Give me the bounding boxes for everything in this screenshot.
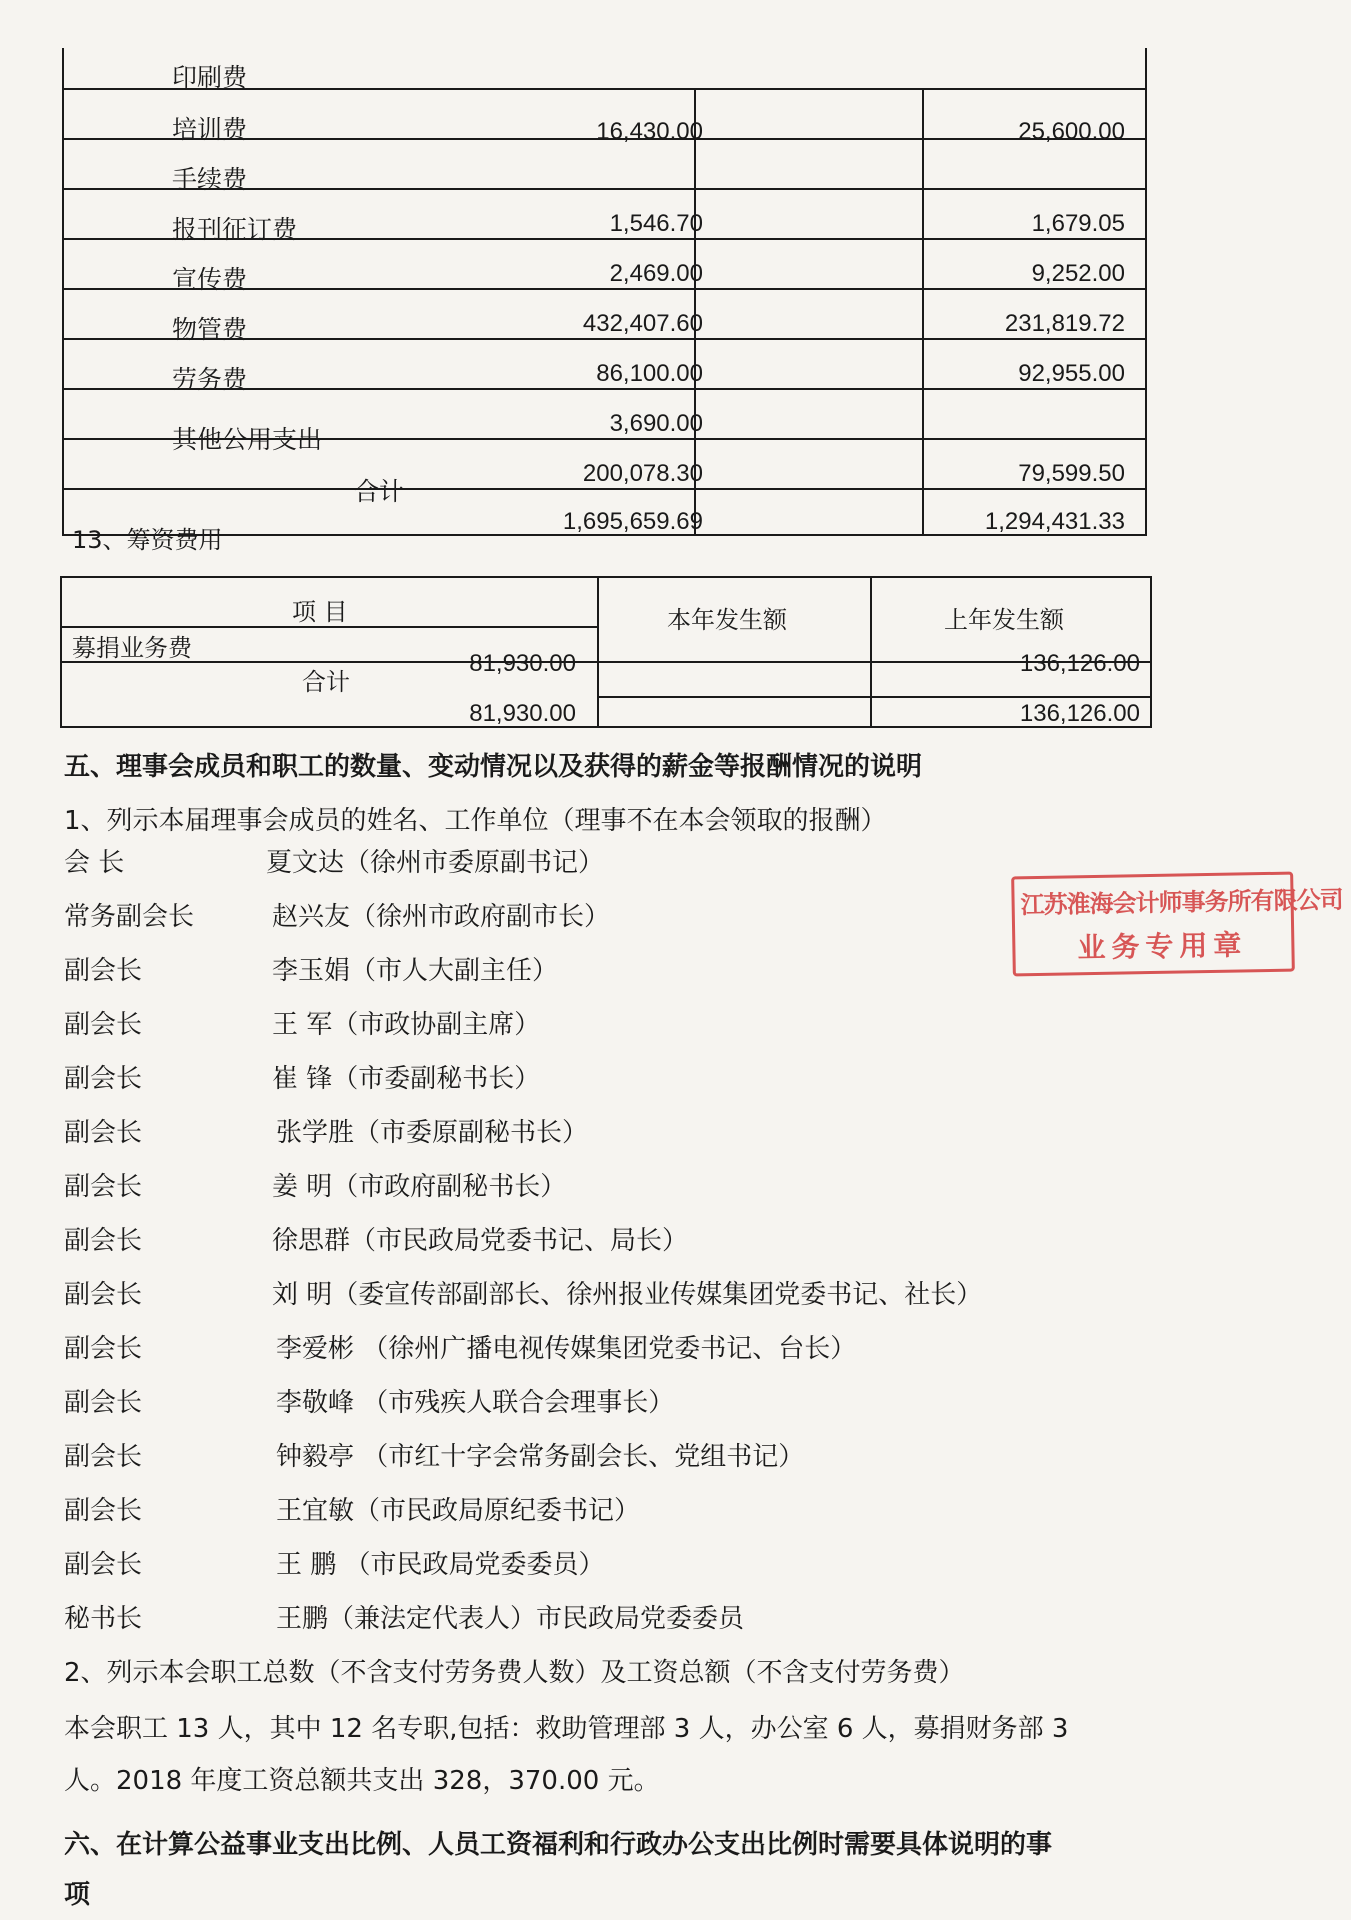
member-role: 副会长 [64,1280,143,1310]
cell-prior: 9,252.00 [1031,260,1125,287]
section-caption: 13、筹资费用 [72,526,223,554]
row-label: 募捐业务费 [72,634,192,662]
member-role: 副会长 [64,956,143,986]
expense-table [62,48,1147,536]
member-name: 钟毅亭 （市红十字会常务副会长、党组书记） [276,1442,805,1472]
row-label-other: 其他公用支出 [172,425,323,454]
cell-current: 3,690.00 [609,410,703,437]
member-role: 副会长 [64,1388,143,1418]
fundraising-table [60,576,1152,728]
section-five-title: 五、理事会成员和职工的数量、变动情况以及获得的薪金等报酬情况的说明 [64,752,923,782]
member-role: 常务副会长 [64,902,195,932]
member-role: 副会长 [64,1118,143,1148]
member-role: 秘书长 [64,1604,143,1634]
section-six-title-cont: 项 [64,1880,91,1910]
header-current: 本年发生额 [667,606,787,634]
member-name: 徐思群（市民政局党委书记、局长） [272,1226,689,1256]
member-name: 王 鹏 （市民政局党委委员） [276,1550,605,1580]
stamp-line1: 江苏淮海会计师事务所有限公司 [1020,884,1343,920]
member-role: 副会长 [64,1550,143,1580]
row-prior: 136,126.00 [1019,650,1140,677]
header-item: 项 目 [292,598,348,626]
member-role: 副会长 [64,1334,143,1364]
row-current: 81,930.00 [469,650,576,677]
cell-current: 2,469.00 [609,260,703,287]
cell-prior: 1,679.05 [1031,210,1125,237]
row-label-publicity: 宣传费 [172,265,248,294]
member-name: 李玉娟（市人大副主任） [272,956,559,986]
row-label-total: 合计 [354,477,405,506]
item-one: 1、列示本届理事会成员的姓名、工作单位（理事不在本会领取的报酬） [64,806,887,836]
member-name: 张学胜（市委原副秘书长） [276,1118,589,1148]
official-stamp [1011,872,1343,977]
member-role: 会 长 [64,848,125,878]
member-name: 刘 明（委宣传部副部长、徐州报业传媒集团党委书记、社长） [272,1280,983,1310]
member-role: 副会长 [64,1226,143,1256]
header-prior: 上年发生额 [944,606,1064,634]
member-role: 副会长 [64,1442,143,1472]
section-six-title: 六、在计算公益事业支出比例、人员工资福利和行政办公支出比例时需要具体说明的事 [64,1830,1053,1860]
cell-prior: 92,955.00 [1018,360,1125,387]
staff-text-line1: 本会职工 13 人，其中 12 名专职,包括：救助管理部 3 人，办公室 6 人，募捐财务部 3 [64,1714,1069,1744]
stamp-line2: 业务专用章 [1077,928,1248,965]
member-role: 副会长 [64,1064,143,1094]
total-label: 合计 [302,668,350,696]
member-name: 王鹏（兼法定代表人）市民政局党委委员 [276,1604,745,1634]
row-label-subscriptions: 报刊征订费 [172,215,298,244]
cell-current: 432,407.60 [582,310,703,337]
total-prior: 136,126.00 [1019,700,1140,727]
cell-current: 86,100.00 [596,360,703,387]
member-name: 赵兴友（徐州市政府副市长） [272,902,611,932]
member-role: 副会长 [64,1172,143,1202]
member-name: 姜 明（市政府副秘书长） [272,1172,567,1202]
cell-prior: 79,599.50 [1018,460,1125,487]
member-role: 副会长 [64,1496,143,1526]
cell-current-total: 1,695,659.69 [562,508,703,535]
member-name: 王宜敏（市民政局原纪委书记） [276,1496,641,1526]
member-role: 副会长 [64,1010,143,1040]
cell-prior: 231,819.72 [1004,310,1125,337]
cell-prior: 25,600.00 [1018,118,1125,145]
member-name: 李爱彬 （徐州广播电视传媒集团党委书记、台长） [276,1334,857,1364]
cell-current: 1,546.70 [609,210,703,237]
row-label-printing: 印刷费 [172,63,248,92]
cell-current: 16,430.00 [596,118,703,145]
cell-current: 200,078.30 [582,460,703,487]
member-name: 王 军（市政协副主席） [272,1010,541,1040]
row-label-labor: 劳务费 [172,365,248,394]
cell-prior-total: 1,294,431.33 [984,508,1125,535]
row-label-property: 物管费 [172,315,248,344]
row-label-fees: 手续费 [172,165,248,194]
item-two: 2、列示本会职工总数（不含支付劳务费人数）及工资总额（不含支付劳务费） [64,1658,965,1688]
total-current: 81,930.00 [469,700,576,727]
member-name: 崔 锋（市委副秘书长） [272,1064,541,1094]
staff-text-line2: 人。2018 年度工资总额共支出 328，370.00 元。 [64,1766,660,1796]
member-name: 李敬峰 （市残疾人联合会理事长） [276,1388,675,1418]
row-label-training: 培训费 [172,115,248,144]
member-name: 夏文达（徐州市委原副书记） [266,848,605,878]
